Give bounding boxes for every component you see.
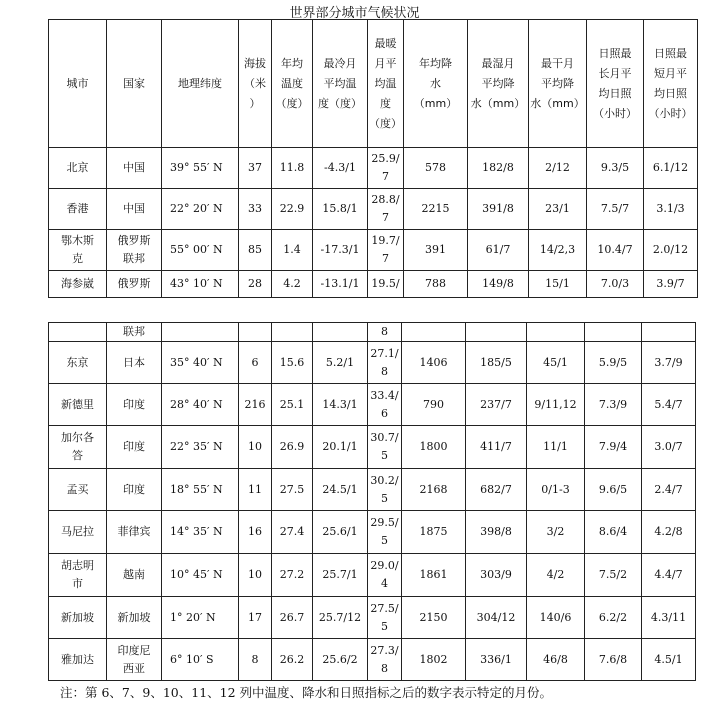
table-cell (585, 323, 642, 342)
table-cell: 43° 10′ N (162, 270, 239, 297)
table-cell: 27.3/ 8 (368, 639, 402, 681)
table-cell: 1406 (402, 342, 466, 384)
table-cell: 27.2 (272, 554, 313, 597)
table-cell: 印度尼 西亚 (107, 639, 162, 681)
table-cell: 25.6/2 (313, 639, 368, 681)
table-cell: 10 (239, 554, 272, 597)
table-cell: 411/7 (466, 426, 527, 469)
column-header: 日照最 短月平 均日照 （小时） (644, 20, 698, 148)
table-cell: 7.0/3 (587, 270, 644, 297)
table-cell (162, 323, 239, 342)
table-cell: 24.5/1 (313, 469, 368, 511)
table-cell: 11 (239, 469, 272, 511)
column-header: 地理纬度 (162, 20, 239, 148)
table-cell: 22° 35′ N (162, 426, 239, 469)
table-cell: 越南 (107, 554, 162, 597)
table-cell: 3.7/9 (642, 342, 696, 384)
table-cell: 140/6 (527, 597, 585, 639)
table-cell: 8 (239, 639, 272, 681)
table-cell (402, 323, 466, 342)
table-cell: 28 (239, 270, 272, 297)
footnote: 注：第 6、7、9、10、11、12 列中温度、降水和日照指标之后的数字表示特定的月份。 (60, 685, 553, 700)
table-row (49, 323, 696, 342)
table-cell: -13.1/1 (313, 270, 368, 297)
table-row (49, 229, 698, 270)
table-cell: 6° 10′ S (162, 639, 239, 681)
table-cell: 2150 (402, 597, 466, 639)
table-cell: 印度 (107, 384, 162, 426)
header-row (49, 20, 698, 148)
table-cell: 4.2/8 (642, 511, 696, 554)
table-cell: 25.9/ 7 (368, 148, 404, 188)
table-cell: 25.1 (272, 384, 313, 426)
table-cell: 149/8 (468, 270, 529, 297)
table-cell: 4.4/7 (642, 554, 696, 597)
table-cell: 9/11,12 (527, 384, 585, 426)
table-cell: 1861 (402, 554, 466, 597)
table-cell (466, 323, 527, 342)
table-cell (239, 323, 272, 342)
table-cell: 55° 00′ N (162, 229, 239, 270)
table-cell: 216 (239, 384, 272, 426)
table-cell: 6 (239, 342, 272, 384)
column-header: 日照最 长月平 均日照 （小时） (587, 20, 644, 148)
table-cell: 46/8 (527, 639, 585, 681)
table-cell: 新加坡 (107, 597, 162, 639)
table-cell: 7.5/2 (585, 554, 642, 597)
table-cell: 雅加达 (49, 639, 107, 681)
table-cell: 2/12 (529, 148, 587, 188)
table-cell: 8.6/4 (585, 511, 642, 554)
table-cell: 2168 (402, 469, 466, 511)
table-cell: 15.6 (272, 342, 313, 384)
table-cell: 9.3/5 (587, 148, 644, 188)
table-cell: 185/5 (466, 342, 527, 384)
table-cell: -17.3/1 (313, 229, 368, 270)
table-cell: 19.5/ (368, 270, 404, 297)
table-cell: 30.2/ 5 (368, 469, 402, 511)
table-cell: 45/1 (527, 342, 585, 384)
table-row (49, 188, 698, 229)
table-cell: 237/7 (466, 384, 527, 426)
table-row (49, 148, 698, 188)
table-cell: 10.4/7 (587, 229, 644, 270)
column-header: 国家 (107, 20, 162, 148)
table-cell: 20.1/1 (313, 426, 368, 469)
table-cell: 18° 55′ N (162, 469, 239, 511)
table-cell: 391/8 (468, 188, 529, 229)
climate-table-top (48, 19, 698, 298)
table-cell: 25.6/1 (313, 511, 368, 554)
table-cell (642, 323, 696, 342)
table-cell: 336/1 (466, 639, 527, 681)
table-row (49, 469, 696, 511)
table-cell: 胡志明 市 (49, 554, 107, 597)
table-cell: 23/1 (529, 188, 587, 229)
table-cell: 14/2,3 (529, 229, 587, 270)
table-cell: 22° 20′ N (162, 188, 239, 229)
table-cell: 14.3/1 (313, 384, 368, 426)
table-cell: 2215 (404, 188, 468, 229)
column-header: 最干月 平均降 水（mm） (529, 20, 587, 148)
table-cell: 6.1/12 (644, 148, 698, 188)
table-cell: 加尔各 答 (49, 426, 107, 469)
table-cell: 25.7/1 (313, 554, 368, 597)
table-cell: 1802 (402, 639, 466, 681)
table-cell: 东京 (49, 342, 107, 384)
table-cell: 鄂木斯 克 (49, 229, 107, 270)
column-header: 最冷月 平均温 度（度） (313, 20, 368, 148)
table-cell: 682/7 (466, 469, 527, 511)
table-cell: 29.5/ 5 (368, 511, 402, 554)
table-cell: 33.4/ 6 (368, 384, 402, 426)
table-cell: 26.7 (272, 597, 313, 639)
climate-table-bottom (48, 322, 696, 681)
table-cell: 85 (239, 229, 272, 270)
table-row (49, 639, 696, 681)
column-header: 年均 温度 （度） (272, 20, 313, 148)
table-cell: 印度 (107, 469, 162, 511)
table-cell: 10° 45′ N (162, 554, 239, 597)
column-header: 最湿月 平均降 水（mm） (468, 20, 529, 148)
table-row (49, 384, 696, 426)
table-cell: 35° 40′ N (162, 342, 239, 384)
table-cell: -4.3/1 (313, 148, 368, 188)
table-cell: 4.5/1 (642, 639, 696, 681)
table-cell: 37 (239, 148, 272, 188)
table-cell: 304/12 (466, 597, 527, 639)
table-cell (527, 323, 585, 342)
table-cell: 3.1/3 (644, 188, 698, 229)
table-cell: 25.7/12 (313, 597, 368, 639)
table-row (49, 554, 696, 597)
table-cell: 7.9/4 (585, 426, 642, 469)
table-cell: 2.0/12 (644, 229, 698, 270)
table-cell: 790 (402, 384, 466, 426)
table-cell: 香港 (49, 188, 107, 229)
table-row (49, 342, 696, 384)
table-cell: 303/9 (466, 554, 527, 597)
table-cell: 1.4 (272, 229, 313, 270)
table-cell: 391 (404, 229, 468, 270)
table-cell: 9.6/5 (585, 469, 642, 511)
table-cell: 6.2/2 (585, 597, 642, 639)
column-header: 城市 (49, 20, 107, 148)
table-cell: 马尼拉 (49, 511, 107, 554)
table-cell: 17 (239, 597, 272, 639)
table-cell (49, 323, 107, 342)
table-cell: 578 (404, 148, 468, 188)
table-cell: 22.9 (272, 188, 313, 229)
table-cell: 7.5/7 (587, 188, 644, 229)
table-cell: 15/1 (529, 270, 587, 297)
table-cell: 398/8 (466, 511, 527, 554)
table-cell: 菲律宾 (107, 511, 162, 554)
table-cell: 29.0/ 4 (368, 554, 402, 597)
table-cell: 3.0/7 (642, 426, 696, 469)
table-cell: 19.7/ 7 (368, 229, 404, 270)
table-row (49, 511, 696, 554)
table-cell: 1° 20′ N (162, 597, 239, 639)
table-cell: 26.2 (272, 639, 313, 681)
table-cell: 海参崴 (49, 270, 107, 297)
table-cell: 27.5/ 5 (368, 597, 402, 639)
table-cell: 61/7 (468, 229, 529, 270)
table-cell: 27.5 (272, 469, 313, 511)
table-cell: 7.6/8 (585, 639, 642, 681)
table-cell: 33 (239, 188, 272, 229)
table-cell: 27.4 (272, 511, 313, 554)
table-row (49, 597, 696, 639)
table-cell: 4.3/11 (642, 597, 696, 639)
table-row (49, 426, 696, 469)
table-cell (272, 323, 313, 342)
table-cell: 8 (368, 323, 402, 342)
table-cell: 182/8 (468, 148, 529, 188)
table-cell: 5.2/1 (313, 342, 368, 384)
table-cell: 11.8 (272, 148, 313, 188)
table-cell: 印度 (107, 426, 162, 469)
column-header: 海拔 （米 ） (239, 20, 272, 148)
table-cell: 联邦 (107, 323, 162, 342)
table-cell: 俄罗斯 联邦 (107, 229, 162, 270)
table-cell: 0/1-3 (527, 469, 585, 511)
table-cell: 孟买 (49, 469, 107, 511)
table-cell: 10 (239, 426, 272, 469)
table-title: 世界部分城市气候状况 (289, 6, 420, 21)
table-cell: 16 (239, 511, 272, 554)
table-cell: 中国 (107, 188, 162, 229)
column-header: 最暖 月平 均温 度 （度） (368, 20, 404, 148)
table-cell: 28.8/ 7 (368, 188, 404, 229)
table-cell: 5.4/7 (642, 384, 696, 426)
table-row (49, 270, 698, 297)
table-cell: 39° 55′ N (162, 148, 239, 188)
table-cell: 5.9/5 (585, 342, 642, 384)
table-cell: 日本 (107, 342, 162, 384)
table-cell: 中国 (107, 148, 162, 188)
table-cell: 26.9 (272, 426, 313, 469)
table-cell: 28° 40′ N (162, 384, 239, 426)
table-cell: 1875 (402, 511, 466, 554)
table-cell: 7.3/9 (585, 384, 642, 426)
table-cell: 4.2 (272, 270, 313, 297)
table-cell: 15.8/1 (313, 188, 368, 229)
table-cell: 11/1 (527, 426, 585, 469)
table-cell (313, 323, 368, 342)
table-cell: 1800 (402, 426, 466, 469)
table-cell: 27.1/ 8 (368, 342, 402, 384)
table-cell: 2.4/7 (642, 469, 696, 511)
table-cell: 788 (404, 270, 468, 297)
table-cell: 新德里 (49, 384, 107, 426)
table-cell: 30.7/ 5 (368, 426, 402, 469)
table-cell: 北京 (49, 148, 107, 188)
table-cell: 3.9/7 (644, 270, 698, 297)
table-cell: 4/2 (527, 554, 585, 597)
table-cell: 14° 35′ N (162, 511, 239, 554)
table-cell: 俄罗斯 (107, 270, 162, 297)
table-cell: 3/2 (527, 511, 585, 554)
column-header: 年均降 水 （mm） (404, 20, 468, 148)
table-cell: 新加坡 (49, 597, 107, 639)
